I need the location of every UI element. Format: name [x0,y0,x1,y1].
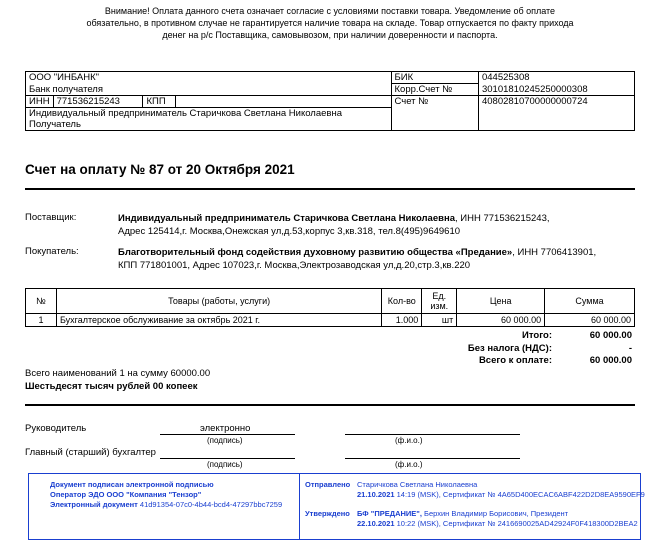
bank-name: ООО "ИНБАНК" [26,72,392,84]
bik-value: 044525308 [478,72,634,84]
kpp-label: КПП [143,96,176,108]
edo-signed-note: Документ подписан электронной подписью [50,480,214,489]
inn-label: ИНН [26,96,54,108]
items-header-row [26,289,635,314]
supplier-inn: , ИНН 771536215243, [455,213,550,224]
account-label: Счет № [391,96,478,108]
row-price: 60 000.00 [457,314,545,327]
approved-cert: 10:22 (MSK), Сертификат № 2416690025AD42924F0F418300D2BEA2 [394,519,638,528]
director-label: Руководитель [25,423,87,434]
notice-line-2: обязательно, в противном случае не гарантируется наличие товара на складе. Товар отпускается по факту прихода [86,18,574,28]
approved-org: БФ "ПРЕДАНИЕ", [357,509,422,518]
col-price-header: Цена [457,289,545,314]
director-fio-hint: (ф.и.о.) [395,436,423,445]
accountant-sign-line [160,458,295,459]
approved-signer [357,509,568,518]
due-label: Всего к оплате: [478,355,552,366]
supplier-details [118,212,635,238]
supplier-name: Индивидуальный предприниматель Старичкова Светлана Николаевна [118,213,455,224]
bank-details-table [25,71,635,131]
edo-signature-stamp [28,473,645,540]
row-qty: 1.000 [382,314,422,327]
sent-name: Старичкова Светлана Николаевна [357,480,478,489]
buyer-address: КПП 771801001, Адрес 107023,г. Москва,Электрозаводская ул,д.20,стр.3,кв.220 [118,260,471,271]
recipient-name: Индивидуальный предприниматель Старичкова Светлана Николаевна [26,108,392,120]
director-sign-line [160,434,295,435]
row-num: 1 [26,314,57,327]
total-label: Итого: [522,330,552,341]
sent-label: Отправлено [305,480,351,489]
payment-notice [60,5,600,41]
row-sum: 60 000.00 [545,314,635,327]
buyer-details [118,246,635,272]
notice-line-1: Внимание! Оплата данного счета означает согласие с условиями поставки товара. Уведомление об оплате [104,6,556,16]
director-fio-line [345,434,520,435]
buyer-name: Благотворительный фонд содействия духовному развитию общества «Предание» [118,247,513,258]
edo-operator: Оператор ЭДО ООО "Компания "Тензор" [50,490,202,499]
vat-value: - [628,343,632,354]
account-value: 40802810700000000724 [478,96,634,108]
amount-in-words: Шестьдесят тысяч рублей 00 копеек [25,381,198,392]
vat-label: Без налога (НДС): [467,343,552,354]
accountant-label: Главный (старший) бухгалтер [25,447,156,458]
sent-date: 21.10.2021 [357,490,395,499]
row-unit: шт [422,314,457,327]
corr-account-value: 30101810245250000308 [478,84,634,96]
invoice-title: Счет на оплату № 87 от 20 Октября 2021 [25,162,295,177]
due-value: 60 000.00 [589,355,632,366]
total-value: 60 000.00 [589,330,632,341]
sent-details [357,490,645,499]
stamp-divider [299,474,300,539]
sent-cert: 14:19 (MSK), Сертификат № 4A65D400ECAC6ABF422D2D8EA9590EF9 [394,490,645,499]
items-table [25,288,635,327]
kpp-value [176,96,391,108]
recipient-bank-label: Банк получателя [26,84,392,96]
summary-divider [25,404,635,406]
corr-account-label: Корр.Счет № [391,84,478,96]
col-num-header: № [26,289,57,314]
col-sum-header: Сумма [545,289,635,314]
inn-value: 771536215243 [53,96,143,108]
approved-details [357,519,638,528]
table-row [26,314,635,327]
buyer-label: Покупатель: [25,246,79,257]
items-count-summary: Всего наименований 1 на сумму 60000.00 [25,368,211,379]
col-goods-header: Товары (работы, услуги) [56,289,381,314]
approved-date: 22.10.2021 [357,519,395,528]
recipient-label: Получатель [26,119,392,131]
edo-document-id: 41d91354-07c0-4b44-bcd4-47297bbc7259 [139,500,283,509]
approved-person: Берхин Владимир Борисович, Президент [421,509,569,518]
accountant-fio-hint: (ф.и.о.) [395,460,423,469]
col-qty-header: Кол-во [382,289,422,314]
col-unit-header: Ед. изм. [422,289,457,314]
supplier-address: Адрес 125414,г. Москва,Онежская ул,д.53,корпус 3,кв.318, тел.8(495)9649610 [118,226,461,237]
notice-line-3: денег на р/с Поставщика, самовывозом, при наличии доверенности и паспорта. [162,30,498,40]
title-divider [25,188,635,190]
supplier-label: Поставщик: [25,212,77,223]
row-goods: Бухгалтерское обслуживание за октябрь 2021 г. [56,314,381,327]
accountant-sign-hint: (подпись) [207,460,243,469]
director-sign-hint: (подпись) [207,436,243,445]
accountant-fio-line [345,458,520,459]
bik-label: БИК [391,72,478,84]
director-signature: электронно [200,423,251,434]
buyer-inn: , ИНН 7706413901, [512,247,597,258]
approved-label: Утверждено [305,509,350,518]
edo-document: Электронный документ 41d91354-07c0-4b44-bcd4-47297bbc7259 [50,500,283,509]
